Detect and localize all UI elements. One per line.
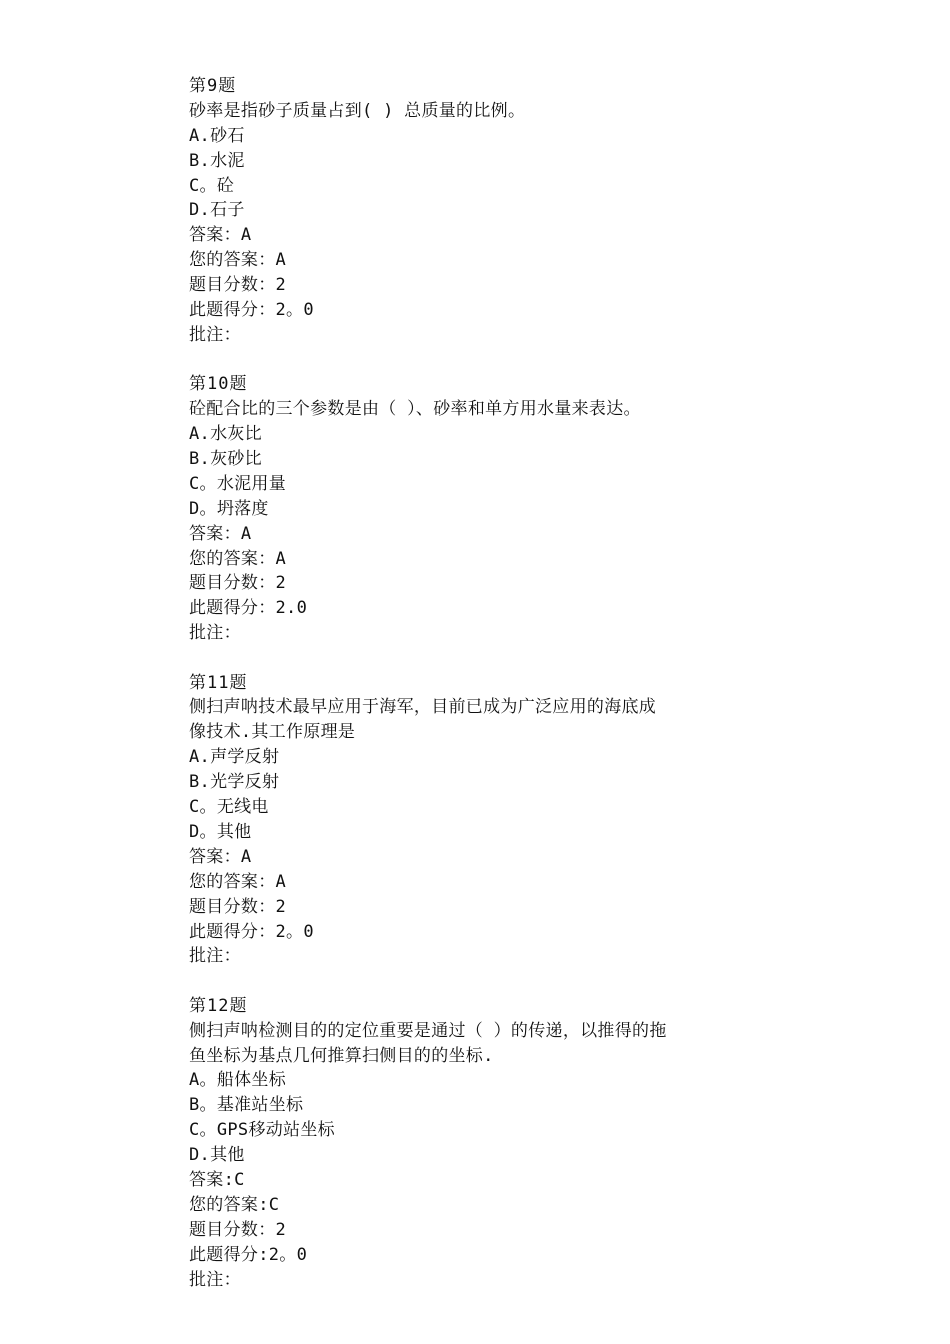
question-score: 题目分数：2 xyxy=(189,275,287,296)
earned-score: 此题得分:2。0 xyxy=(189,1244,308,1265)
option-a: A.砂石 xyxy=(189,125,245,146)
option-d: D.其他 xyxy=(189,1145,245,1166)
question-12 xyxy=(189,994,789,1293)
option-b: B.灰砂比 xyxy=(189,448,262,469)
earned-score: 此题得分：2。0 xyxy=(189,300,314,321)
your-answer: 您的答案：A xyxy=(189,871,287,892)
question-9 xyxy=(189,74,789,348)
question-stem: 侧扫声呐检测目的的定位重要是通过（ ）的传递，以推得的拖 xyxy=(189,1020,667,1041)
your-answer: 您的答案:C xyxy=(189,1194,280,1215)
question-number: 第10题 xyxy=(189,374,248,395)
question-stem-continued: 像技术.其工作原理是 xyxy=(189,722,356,743)
earned-score: 此题得分：2。0 xyxy=(189,921,314,942)
option-a: A。船体坐标 xyxy=(189,1070,287,1091)
question-stem: 侧扫声呐技术最早应用于海军，目前已成为广泛应用的海底成 xyxy=(189,697,657,718)
question-number: 第12题 xyxy=(189,995,248,1016)
question-number: 第11题 xyxy=(189,672,248,693)
option-b: B.水泥 xyxy=(189,150,245,171)
correct-answer: 答案：A xyxy=(189,523,252,544)
option-c: C。GPS移动站坐标 xyxy=(189,1120,335,1141)
question-score: 题目分数：2 xyxy=(189,896,287,917)
question-stem-continued: 鱼坐标为基点几何推算扫侧目的的坐标. xyxy=(189,1045,494,1066)
question-score: 题目分数：2 xyxy=(189,1219,287,1240)
option-a: A.水灰比 xyxy=(189,424,262,445)
comment-label: 批注： xyxy=(189,946,241,967)
comment-label: 批注： xyxy=(189,1269,241,1290)
question-stem: 砼配合比的三个参数是由（ ）、砂率和单方用水量来表达。 xyxy=(189,399,641,420)
option-d: D。其他 xyxy=(189,821,252,842)
comment-label: 批注： xyxy=(189,623,241,644)
quiz-document xyxy=(189,74,789,1317)
correct-answer: 答案:C xyxy=(189,1170,245,1191)
option-b: B.光学反射 xyxy=(189,772,280,793)
option-c: C。水泥用量 xyxy=(189,473,287,494)
question-score: 题目分数：2 xyxy=(189,573,287,594)
earned-score: 此题得分：2.0 xyxy=(189,598,308,619)
option-c: C。砼 xyxy=(189,175,235,196)
correct-answer: 答案：A xyxy=(189,846,252,867)
your-answer: 您的答案：A xyxy=(189,548,287,569)
option-d: D。坍落度 xyxy=(189,498,269,519)
option-d: D.石子 xyxy=(189,200,245,221)
question-11 xyxy=(189,671,789,970)
option-c: C。无线电 xyxy=(189,797,269,818)
comment-label: 批注： xyxy=(189,324,241,345)
correct-answer: 答案：A xyxy=(189,225,252,246)
question-number: 第9题 xyxy=(189,76,237,96)
question-stem: 砂率是指砂子质量占到( ) 总质量的比例。 xyxy=(189,100,526,121)
option-b: B。基准站坐标 xyxy=(189,1095,304,1116)
your-answer: 您的答案：A xyxy=(189,250,287,271)
question-10 xyxy=(189,372,789,646)
option-a: A.声学反射 xyxy=(189,747,280,768)
